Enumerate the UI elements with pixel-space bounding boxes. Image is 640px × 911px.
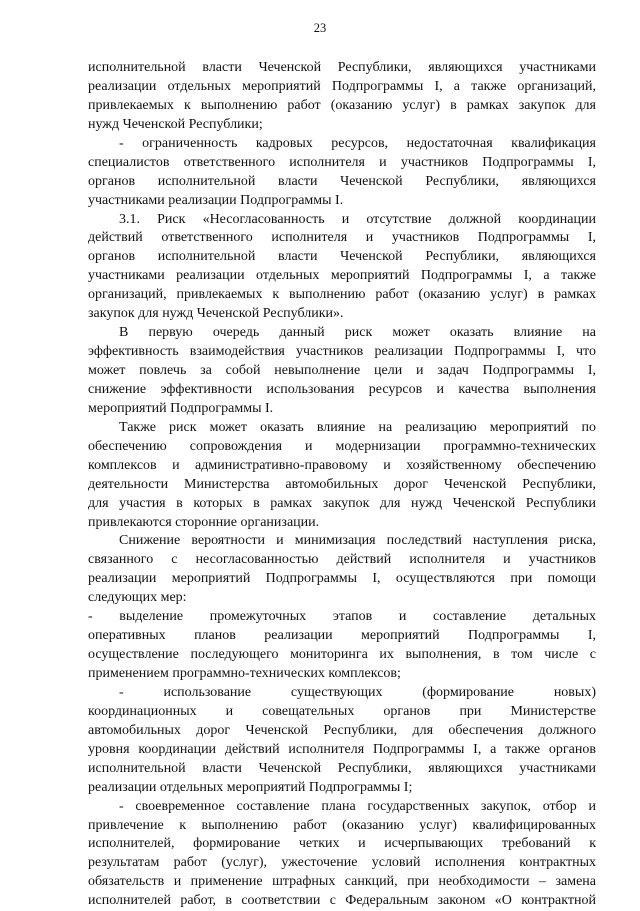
text-line: специалистов ответственного исполнителя и участников Подпрограммы I, bbox=[88, 154, 596, 170]
text-line: - ограниченность кадровых ресурсов, недостаточная квалификация bbox=[119, 135, 596, 151]
text-line: участниками реализации Подпрограммы I. bbox=[88, 192, 344, 208]
text-line: обеспечению сопровождения и модернизации программно-технических bbox=[88, 438, 596, 454]
text-line: осуществление последующего мониторинга их выполнения, в том числе с bbox=[88, 647, 596, 663]
paragraph bbox=[88, 135, 596, 211]
text-line: реализации отдельных мероприятий Подпрограммы I, а также организаций, bbox=[88, 78, 596, 94]
text-line: организаций, привлекаемых к выполнению работ (оказанию услуг) в рамках bbox=[88, 287, 596, 303]
paragraph bbox=[88, 684, 596, 798]
text-line: обязательств и применение штрафных санкций, при необходимости – замена bbox=[88, 874, 596, 890]
text-line: реализации отдельных мероприятий Подпрограммы I; bbox=[88, 779, 413, 795]
text-line: привлечение к выполнению работ (оказанию услуг) квалифицированных bbox=[88, 817, 596, 833]
text-line: реализации мероприятий Подпрограммы I, осуществляются при помощи bbox=[88, 571, 596, 587]
paragraph bbox=[88, 532, 596, 608]
text-line: комплексов и административно-правовому и хозяйственному обеспечению bbox=[88, 457, 596, 473]
text-line: исполнительной власти Чеченской Республики, являющихся участниками bbox=[88, 760, 596, 776]
text-line: Снижение вероятности и минимизация последствий наступления риска, bbox=[119, 533, 596, 549]
text-line: В первую очередь данный риск может оказать влияние на bbox=[119, 325, 596, 341]
paragraph bbox=[88, 324, 596, 419]
text-line: связанного с несогласованностью действий исполнителя и участников bbox=[88, 552, 596, 568]
text-line: 3.1. Риск «Несогласованность и отсутствие должной координации bbox=[119, 211, 596, 227]
text-line: оперативных планов реализации мероприятий Подпрограммы I, bbox=[88, 628, 596, 644]
paragraph bbox=[88, 211, 596, 325]
text-line: привлекаемых к выполнению работ (оказанию услуг) в рамках закупок для bbox=[88, 97, 596, 113]
text-line: - своевременное составление плана государственных закупок, отбор и bbox=[119, 798, 596, 814]
text-line: уровня координации действий исполнителя Подпрограммы I, а также органов bbox=[88, 741, 596, 757]
text-line: исполнителей работ, в соответствии с Федеральным законом «О контрактной bbox=[88, 893, 596, 909]
text-line: органов исполнительной власти Чеченской Республики, являющихся bbox=[88, 249, 596, 265]
text-line: - выделение промежуточных этапов и составление детальных bbox=[88, 609, 596, 625]
text-line: Также риск может оказать влияние на реализацию мероприятий по bbox=[119, 419, 596, 435]
text-line: исполнителей, формирование четких и исчерпывающих требований к bbox=[88, 836, 596, 852]
paragraph bbox=[88, 608, 596, 684]
text-line: автомобильных дорог Чеченской Республики, для обеспечения должного bbox=[88, 722, 596, 738]
paragraph bbox=[88, 59, 596, 135]
text-line: применением программно-технических комплексов; bbox=[88, 666, 401, 681]
text-line: участниками реализации отдельных мероприятий Подпрограммы I, а также bbox=[88, 268, 596, 284]
text-line: для участия в которых в рамках закупок для нужд Чеченской Республики bbox=[88, 495, 596, 511]
text-line: органов исполнительной власти Чеченской Республики, являющихся bbox=[88, 173, 596, 189]
text-line: закупок для нужд Чеченской Республики». bbox=[88, 306, 344, 322]
text-line: мероприятий Подпрограммы I. bbox=[88, 400, 274, 416]
body-text bbox=[88, 59, 596, 911]
text-line: деятельности Министерства автомобильных дорог Чеченской Республики, bbox=[88, 476, 596, 492]
paragraph bbox=[88, 419, 596, 533]
text-line: снижение эффективности использования ресурсов и качества выполнения bbox=[88, 381, 596, 397]
text-line: действий ответственного исполнителя и участников Подпрограммы I, bbox=[88, 230, 596, 246]
paragraph bbox=[88, 798, 596, 911]
text-line: координационных и совещательных органов при Министерстве bbox=[88, 703, 596, 719]
text-line: нужд Чеченской Республики; bbox=[88, 116, 263, 132]
text-line: следующих мер: bbox=[88, 590, 187, 606]
page-number: 23 bbox=[313, 21, 327, 35]
text-line: результатам работ (услуг), ужесточение условий исполнения контрактных bbox=[88, 855, 596, 871]
text-line: - использование существующих (формирование новых) bbox=[119, 684, 596, 700]
text-line: эффективность взаимодействия участников реализации Подпрограммы I, что bbox=[88, 344, 596, 360]
text-line: исполнительной власти Чеченской Республики, являющихся участниками bbox=[88, 60, 596, 75]
text-line: может повлечь за собой невыполнение цели и задач Подпрограммы I, bbox=[88, 363, 596, 378]
text-line: привлекаются сторонние организации. bbox=[88, 514, 320, 530]
